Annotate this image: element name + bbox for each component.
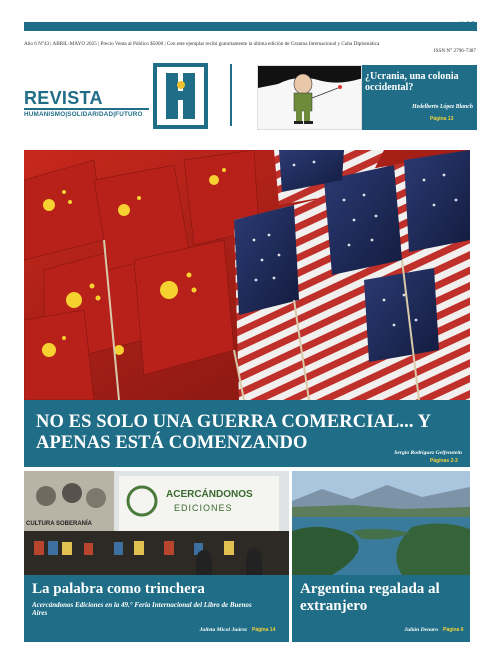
issn: ISSN N° 2796-7387 (433, 48, 476, 54)
bottom-left-subtitle: Acercándonos Ediciones en la 49.° Feria Internacional del Libro de Buenos Aires (32, 601, 252, 617)
bottom-right-page: Página 6 (443, 627, 464, 633)
hero-page: Páginas 2-3 (430, 458, 458, 464)
book-fair-image[interactable] (24, 471, 289, 575)
poster-text: CULTURA SOBERANÍA (26, 521, 92, 527)
tagline: HUMANISMO|SOLIDARIDAD|FUTURO (24, 111, 143, 118)
bottom-right-author: Julián Denaro (404, 627, 438, 633)
fair-sign-text-2: EDICIONES (174, 503, 233, 513)
bottom-right-title[interactable]: Argentina regalada al extranjero (300, 581, 440, 614)
teaser-title[interactable]: ¿Ucrania, una colonia occidental? (365, 71, 459, 93)
top-bar (24, 22, 477, 31)
teaser-cartoon[interactable] (257, 65, 362, 130)
hero-flags-image[interactable] (24, 150, 470, 400)
teaser-author: Hedelberto López Blanch (412, 104, 473, 110)
magazine-title: REVISTA (24, 88, 103, 108)
title-underline (24, 108, 149, 110)
hero-headline[interactable]: NO ES SOLO UNA GUERRA COMERCIAL... Y APENAS ESTÁ COMENZANDO (36, 412, 431, 453)
hero-author: Sergio Rodríguez Gelfenstein (394, 450, 462, 456)
meta-line: Año 6 N°43 | ABRIL-MAYO 2025 | Precio Venta al Público $5000 | Con este ejemplar recibí gratuitamente la última edición de Granma Internacional y Cuba Diplomática (24, 41, 380, 47)
fair-sign-text: ACERCÁNDONOS (166, 489, 253, 500)
bottom-left-author: Julieta Micol Juárez (199, 627, 247, 633)
masthead-divider (230, 64, 232, 126)
issue-number: #43 (457, 20, 476, 32)
lake-landscape-image[interactable] (292, 471, 470, 575)
bottom-left-page: Página 14 (252, 627, 276, 633)
h-logo (153, 63, 208, 129)
teaser-page: Página 13 (430, 116, 454, 122)
bottom-left-title[interactable]: La palabra como trinchera (32, 581, 205, 597)
